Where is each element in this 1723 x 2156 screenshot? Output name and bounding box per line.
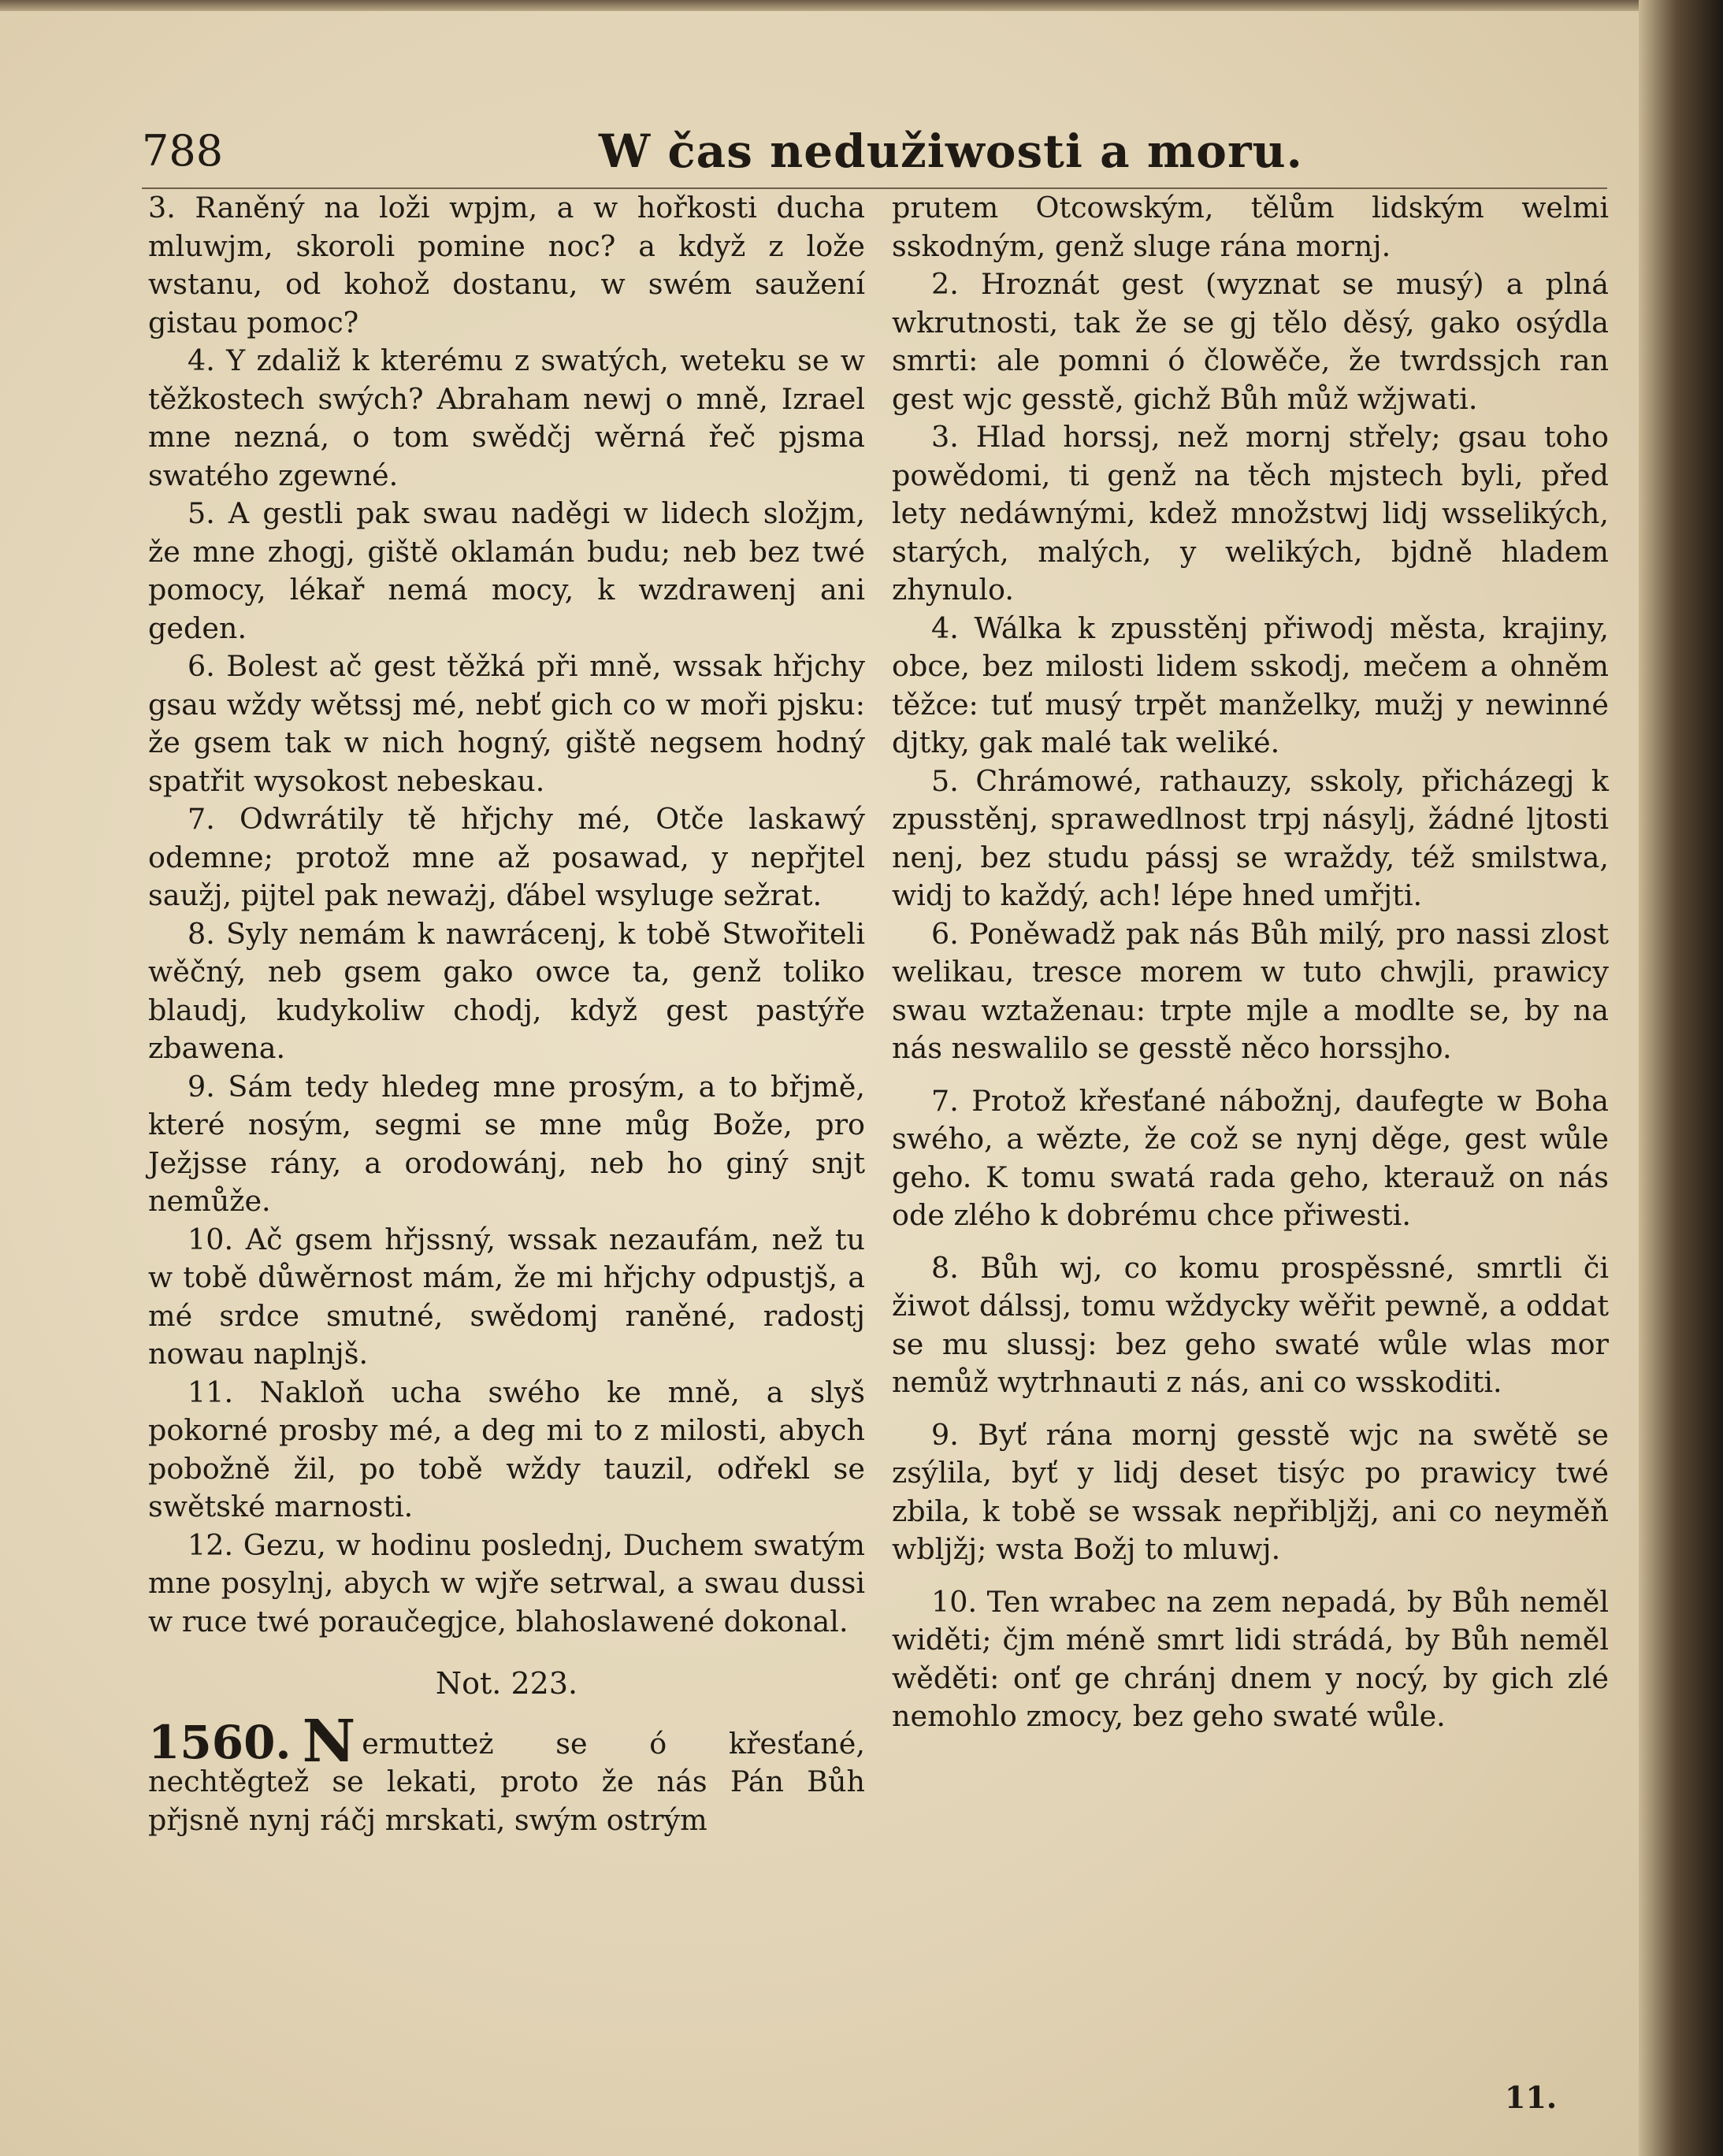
hymn-verse: 5. Chrámowé, rathauzy, sskoly, přicházegj k zpusstěnj, sprawedlnost trpj násylj, žádné ljtosti nenj, bez studu pássj se wraždy, též smilstwa, widj to každý, ach! lépe hned umřjti. bbox=[892, 763, 1609, 912]
left-column bbox=[148, 189, 865, 1839]
hymn-verse: 8. Syly nemám k nawrácenj, k tobě Stwořiteli wěčný, neb gsem gako owce ta, genž toliko blaudj, kudykoliw chodj, když gest pastýře zbawena. bbox=[148, 916, 865, 1065]
new-hymn-opening bbox=[148, 1707, 865, 1840]
hymn-verse: 12. Gezu, w hodinu poslednj, Duchem swatým mne posylnj, abych w wjře setrwal, a swau dussi w ruce twé poraučegjce, blahoslawené dokonal. bbox=[148, 1527, 865, 1638]
hymn-verse: 9. Sám tedy hledeg mne prosým, a to břjmě, které nosým, segmi se mne můg Bože, pro Ježjsse rány, a orodowánj, neb ho giný snjt nemůže. bbox=[148, 1069, 865, 1218]
catchword: 11. bbox=[1505, 2080, 1558, 2115]
hymn-verse: 6. Poněwadž pak nás Bůh milý, pro nassi zlost welikau, tresce morem w tuto chwjli, prawicy swau wztaženau: trpte mjle a modlte se, by na nás neswalilo se gesstě něco horssjho. bbox=[892, 916, 1609, 1065]
hymn-verse: 11. Nakloň ucha swého ke mně, a slyš pokorné prosby mé, a deg mi to z milosti, abych pobožně žil, po tobě wždy tauzil, odřekl se swětské marnosti. bbox=[148, 1375, 865, 1523]
right-column bbox=[892, 189, 1609, 1736]
hymn-verse: 4. Wálka k zpusstěnj přiwodj města, krajiny, obce, bez milosti lidem sskodj, mečem a ohněm těžce: tuť musý trpět manželky, mužj y newinné djtky, gak malé tak weliké. bbox=[892, 610, 1609, 759]
page-header bbox=[142, 120, 1607, 183]
hymn-verse: 2. Hroznát gest (wyznat se musý) a plná wkrutnosti, tak že se gj tělo děsý, gako osýdla smrti: ale pomni ó člowěče, že twrdssjch ran gest wjc gesstě, gichž Bůh můž wžjwati. bbox=[892, 267, 1609, 416]
book-spine-gutter bbox=[1639, 0, 1723, 2156]
hymn-verse: 10. Ač gsem hřjssný, wssak nezaufám, než tu w tobě důwěrnost mám, že mi hřjchy odpustjš, a mé srdce smutné, swědomj raněné, radostj nowau naplnjš. bbox=[148, 1222, 865, 1371]
page-number: 788 bbox=[142, 126, 224, 176]
hymn-verse: 8. Bůh wj, co komu prospěssné, smrtli či žiwot dálssj, tomu wždycky wěřit pewně, a oddat se mu slussj: bez geho swaté wůle wlas mor nemůž wytrhnauti z nás, ani co wsskoditi. bbox=[892, 1250, 1609, 1399]
note-heading: Not. 223. bbox=[435, 1666, 578, 1701]
hymn-verse: 7. Odwrátily tě hřjchy mé, Otče laskawý odemne; protož mne až posawad, y nepřjtel saužj, pijtel pak neważj, ďábel wsyluge sežrat. bbox=[148, 802, 865, 912]
hymn-year: 1560. bbox=[148, 1715, 291, 1769]
opening-text: ermutteż se ó křesťané, nechtěgtež se lekati, proto že nás Pán Bůh přjsně nynj ráčj mrskati, swým ostrým bbox=[148, 1726, 865, 1837]
hymn-verse: 3. Hlad horssj, než mornj střely; gsau toho powědomi, ti genž na těch mjstech byli, před lety nedáwnými, kdež množstwj lidj wsselikých, starých, malých, y welikých, bjdně hladem zhynulo. bbox=[892, 420, 1609, 607]
hymn-verse: 10. Ten wrabec na zem nepadá, by Bůh neměl widěti; čjm méně smrt lidi strádá, by Bůh neměl wěděti: onť ge chránj dnem y nocý, by gich zlé nemohlo zmocy, bez geho swaté wůle. bbox=[892, 1584, 1609, 1733]
page-top-edge bbox=[0, 0, 1686, 11]
hymn-verse: 3. Raněný na loži wpjm, a w hořkosti ducha mluwjm, skoroli pomine noc? a když z lože wstanu, od kohož dostanu, w swém saužení gistau pomoc? bbox=[148, 191, 865, 340]
running-title: W čas nedužiwosti a moru. bbox=[599, 124, 1303, 178]
hymn-verse: 5. A gestli pak swau naděgi w lidech složjm, že mne zhogj, giště oklamán budu; neb bez twé pomocy, lékař nemá mocy, k wzdrawenj ani geden. bbox=[148, 496, 865, 645]
hymn-verse: 9. Byť rána mornj gesstě wjc na swětě se zsýlila, byť y lidj deset tisýc po prawicy twé zbila, k tobě se wssak nepřibljžj, ani co neyměň wbljžj; wsta Božj to mluwj. bbox=[892, 1417, 1609, 1566]
hymn-verse: 6. Bolest ač gest těžká při mně, wssak hřjchy gsau wždy wětssj mé, nebť gich co w moři pjsku: že gsem tak w nich hogný, giště negsem hodný spatřit wysokost nebeskau. bbox=[148, 649, 865, 798]
hymn-verse: prutem Otcowským, tělům lidským welmi sskodným, genž sluge rána mornj. bbox=[892, 191, 1609, 263]
hymn-verse: 4. Y zdaliž k kterému z swatých, weteku se w těžkostech swých? Abraham newj o mně, Izrael mne nezná, o tom swědčj wěrná řeč pjsma swatého zgewné. bbox=[148, 343, 865, 492]
hymn-verse: 7. Protož křesťané nábožnj, daufegte w Boha swého, a wězte, že což se nynj děge, gest wůle geho. K tomu swatá rada geho, kterauž on nás ode zlého k dobrému chce přiwesti. bbox=[892, 1083, 1609, 1232]
drop-cap-initial: N bbox=[302, 1707, 356, 1776]
